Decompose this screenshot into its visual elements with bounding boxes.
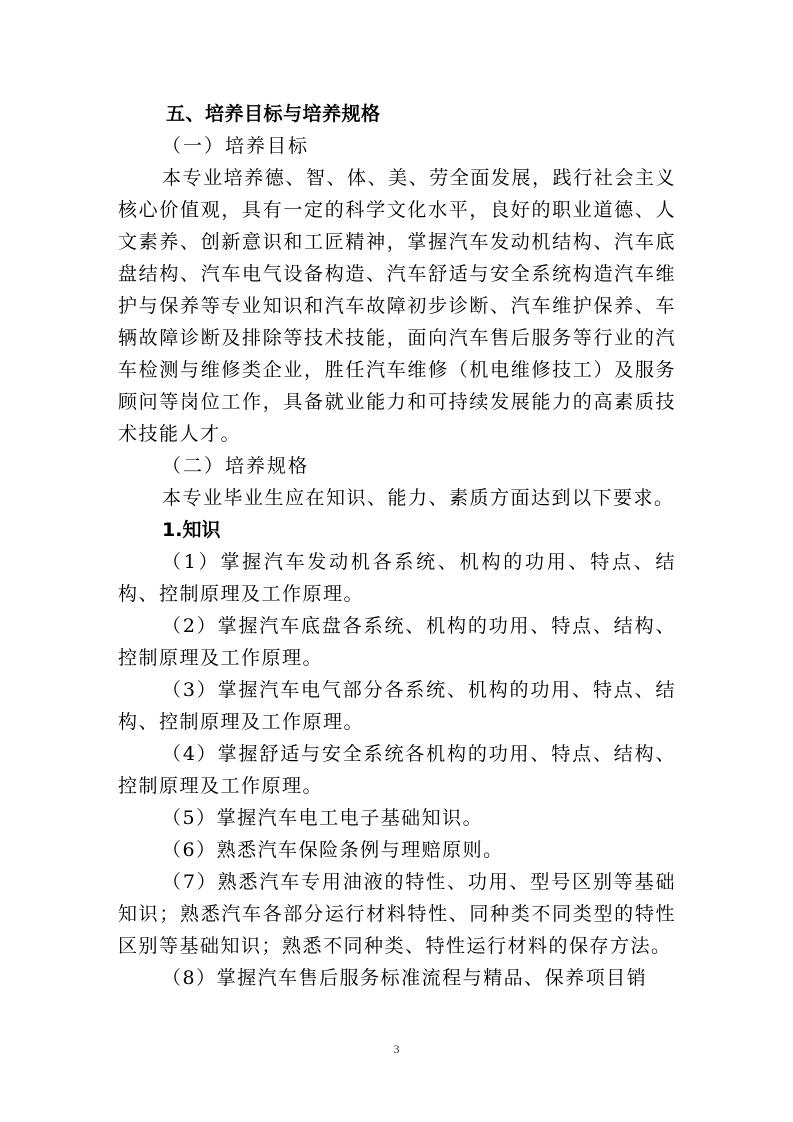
knowledge-item: （5）掌握汽车电工电子基础知识。: [162, 807, 484, 829]
knowledge-item: （4）掌握舒适与安全系统各机构的功用、特点、结构、控制原理及工作原理。: [118, 743, 676, 797]
page-content: [118, 98, 676, 994]
goal-paragraph: 本专业培养德、智、体、美、劳全面发展，践行社会主义核心价值观，具有一定的科学文化水平，良好的职业道德、人文素养、创新意识和工匠精神，掌握汽车发动机结构、汽车底盘结构、汽车电气设备构造、汽车舒适与安全系统构造汽车维护与保养等专业知识和汽车故障初步诊断、汽车维护保养、车辆故障诊断及排除等技术技能，面向汽车售后服务等行业的汽车检测与维修类企业，胜任汽车维修（机电维修技工）及服务顾问等岗位工作，具备就业能力和可持续发展能力的高素质技术技能人才。: [118, 167, 676, 445]
knowledge-item: （3）掌握汽车电气部分各系统、机构的功用、特点、结构、控制原理及工作原理。: [118, 679, 676, 733]
knowledge-item: （7）熟悉汽车专用油液的特性、功用、型号区别等基础知识；熟悉汽车各部分运行材料特性、同种类不同类型的特性区别等基础知识；熟悉不同种类、特性运行材料的保存方法。: [118, 871, 676, 957]
goal-heading: （一）培养目标: [162, 135, 310, 157]
spec-intro: 本专业毕业生应在知识、能力、素质方面达到以下要求。: [162, 487, 675, 509]
knowledge-item: （1）掌握汽车发动机各系统、机构的功用、特点、结构、控制原理及工作原理。: [118, 551, 676, 605]
knowledge-item: （6）熟悉汽车保险条例与理赔原则。: [162, 839, 504, 861]
knowledge-heading: 1.知识: [162, 519, 221, 541]
section-title: 五、培养目标与培养规格: [166, 103, 381, 125]
knowledge-item: （2）掌握汽车底盘各系统、机构的功用、特点、结构、控制原理及工作原理。: [118, 615, 676, 669]
spec-heading: （二）培养规格: [162, 455, 310, 477]
page-number: 3: [393, 1042, 400, 1056]
knowledge-item: （8）掌握汽车售后服务标准流程与精品、保养项目销: [162, 967, 648, 989]
